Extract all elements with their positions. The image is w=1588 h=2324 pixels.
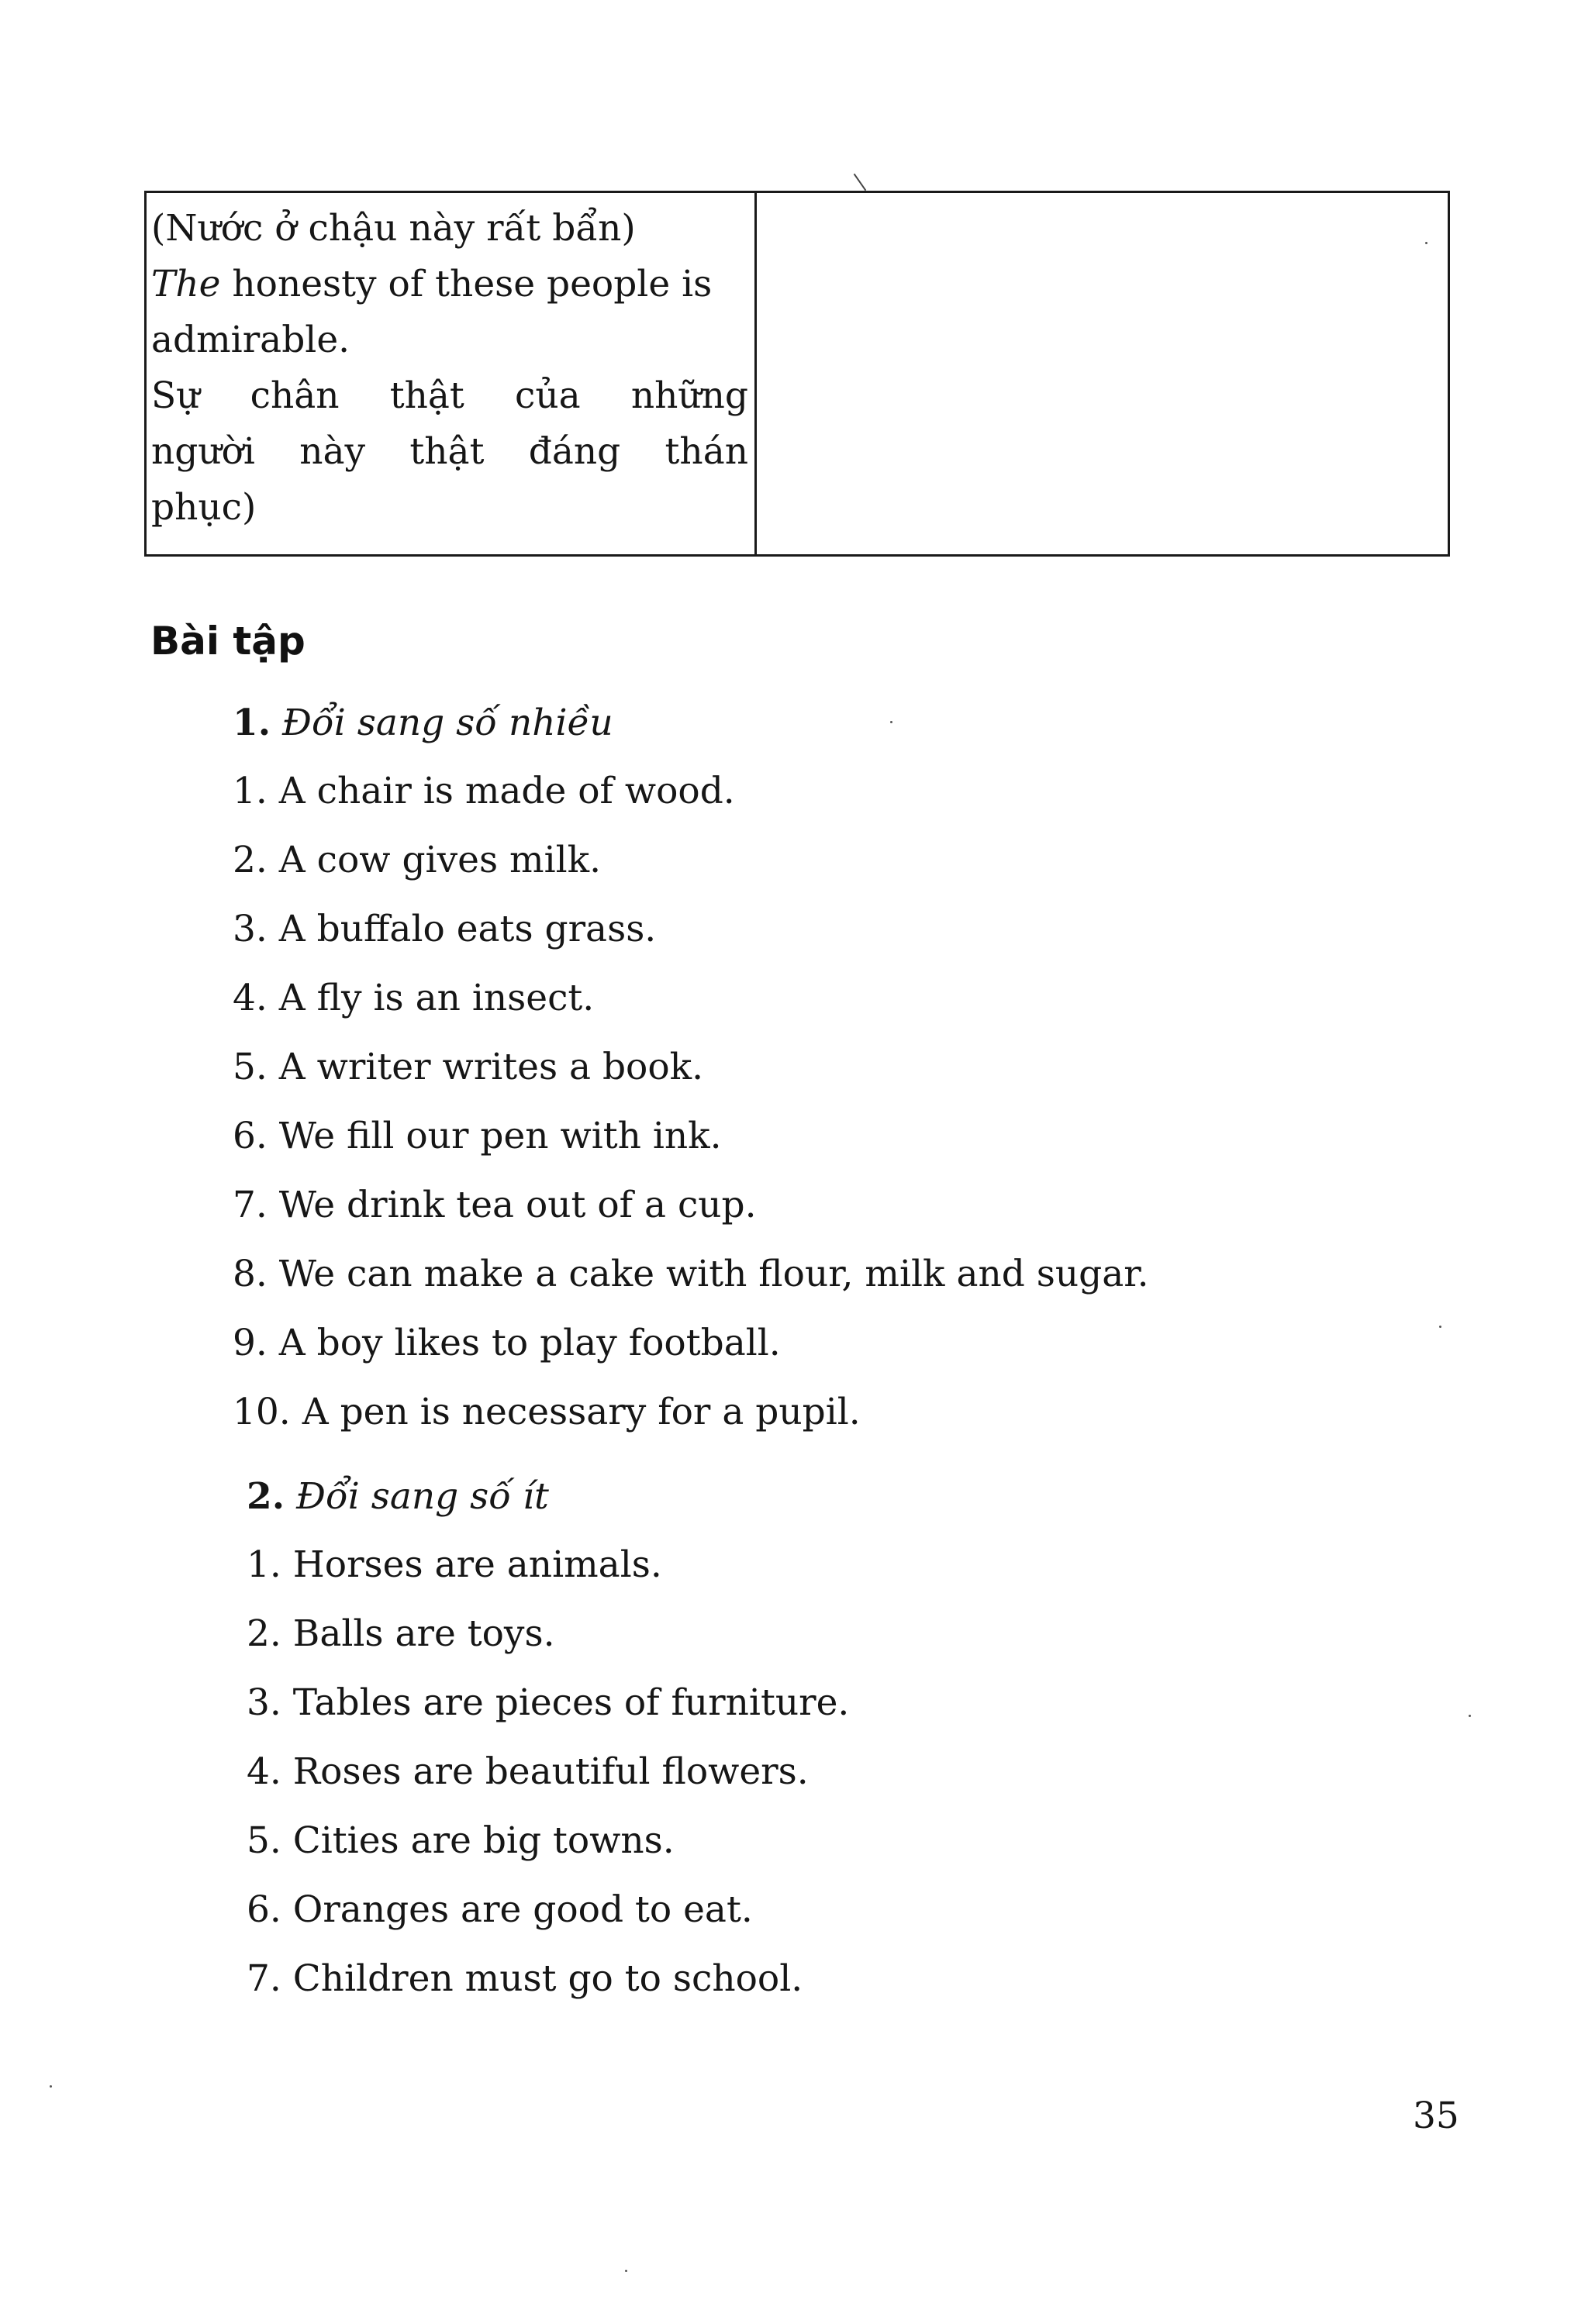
list-item [233,757,1149,826]
item-number: 1. [247,1543,281,1586]
item-number: 1. [233,770,268,812]
exercise-number: 1. [233,702,271,744]
item-text: A writer writes a book. [278,1046,704,1088]
table-left-cell [151,201,748,536]
list-item [247,1737,849,1806]
list-item [233,1240,1149,1309]
list-item [247,1599,849,1668]
example-sentence-line: admirable. [151,319,350,361]
article-the: The [151,263,221,305]
example-sentence-rest: honesty of these people is [220,263,713,305]
exercise-1 [233,690,1149,1446]
item-text: A chair is made of wood. [278,770,735,812]
item-number: 5. [233,1046,268,1088]
exercise-title [247,1464,849,1530]
section-heading: Bài tập [150,619,306,664]
exercise-2 [247,1464,849,2013]
exercise-title [233,690,1149,757]
scan-speck [1469,1715,1471,1717]
item-text: Children must go to school. [292,1957,803,2000]
item-number: 6. [247,1888,281,1931]
item-number: 2. [247,1612,281,1655]
list-item [247,1530,849,1599]
item-text: A boy likes to play football. [278,1322,781,1364]
list-item [233,1102,1149,1171]
item-text: A pen is necessary for a pupil. [302,1391,861,1433]
item-number: 4. [233,977,268,1019]
scan-speck [854,174,867,191]
translation-line: Sự chân thật của những [151,374,748,417]
list-item [233,826,1149,895]
item-number: 4. [247,1750,281,1793]
item-number: 3. [233,908,268,950]
item-text: Roses are beautiful flowers. [292,1750,809,1793]
list-item [247,1806,849,1875]
item-text: A fly is an insect. [278,977,595,1019]
translation-line: (Nước ở chậu này rất bẩn) [151,207,636,250]
item-number: 7. [247,1957,281,2000]
item-number: 10. [233,1391,291,1433]
item-text: Oranges are good to eat. [292,1888,753,1931]
table-column-divider [754,193,757,554]
scan-speck [625,2270,627,2272]
item-number: 7. [233,1184,268,1226]
item-number: 9. [233,1322,268,1364]
list-item [233,1309,1149,1378]
page-number: 35 [1413,2095,1459,2137]
list-item [233,1033,1149,1102]
translation-line: người này thật đáng thán [151,430,748,473]
item-text: Tables are pieces of furniture. [292,1681,850,1724]
scan-speck [1439,1326,1441,1328]
translation-line: phục) [151,486,257,529]
exercise-instruction: Đổi sang số nhiều [282,702,613,744]
list-item [233,964,1149,1033]
scan-speck [1425,242,1427,244]
list-item [233,1171,1149,1240]
item-number: 3. [247,1681,281,1724]
list-item [247,1875,849,1944]
exercise-number: 2. [247,1475,285,1518]
item-text: We fill our pen with ink. [278,1115,722,1157]
item-number: 5. [247,1819,281,1862]
scan-speck [50,2085,52,2088]
item-text: Cities are big towns. [292,1819,675,1862]
item-text: We can make a cake with flour, milk and sugar. [278,1253,1149,1295]
exercise-instruction: Đổi sang số ít [296,1475,549,1518]
example-table-fragment [144,191,1450,557]
item-number: 2. [233,839,268,881]
list-item [233,1378,1149,1446]
list-item [247,1944,849,2013]
item-number: 6. [233,1115,268,1157]
item-text: A buffalo eats grass. [278,908,657,950]
example-sentence-line [151,257,748,312]
list-item [233,895,1149,964]
item-text: We drink tea out of a cup. [278,1184,757,1226]
item-text: A cow gives milk. [278,839,602,881]
item-text: Horses are animals. [292,1543,662,1586]
list-item [247,1668,849,1737]
scan-speck [890,721,892,723]
item-number: 8. [233,1253,268,1295]
item-text: Balls are toys. [292,1612,555,1655]
